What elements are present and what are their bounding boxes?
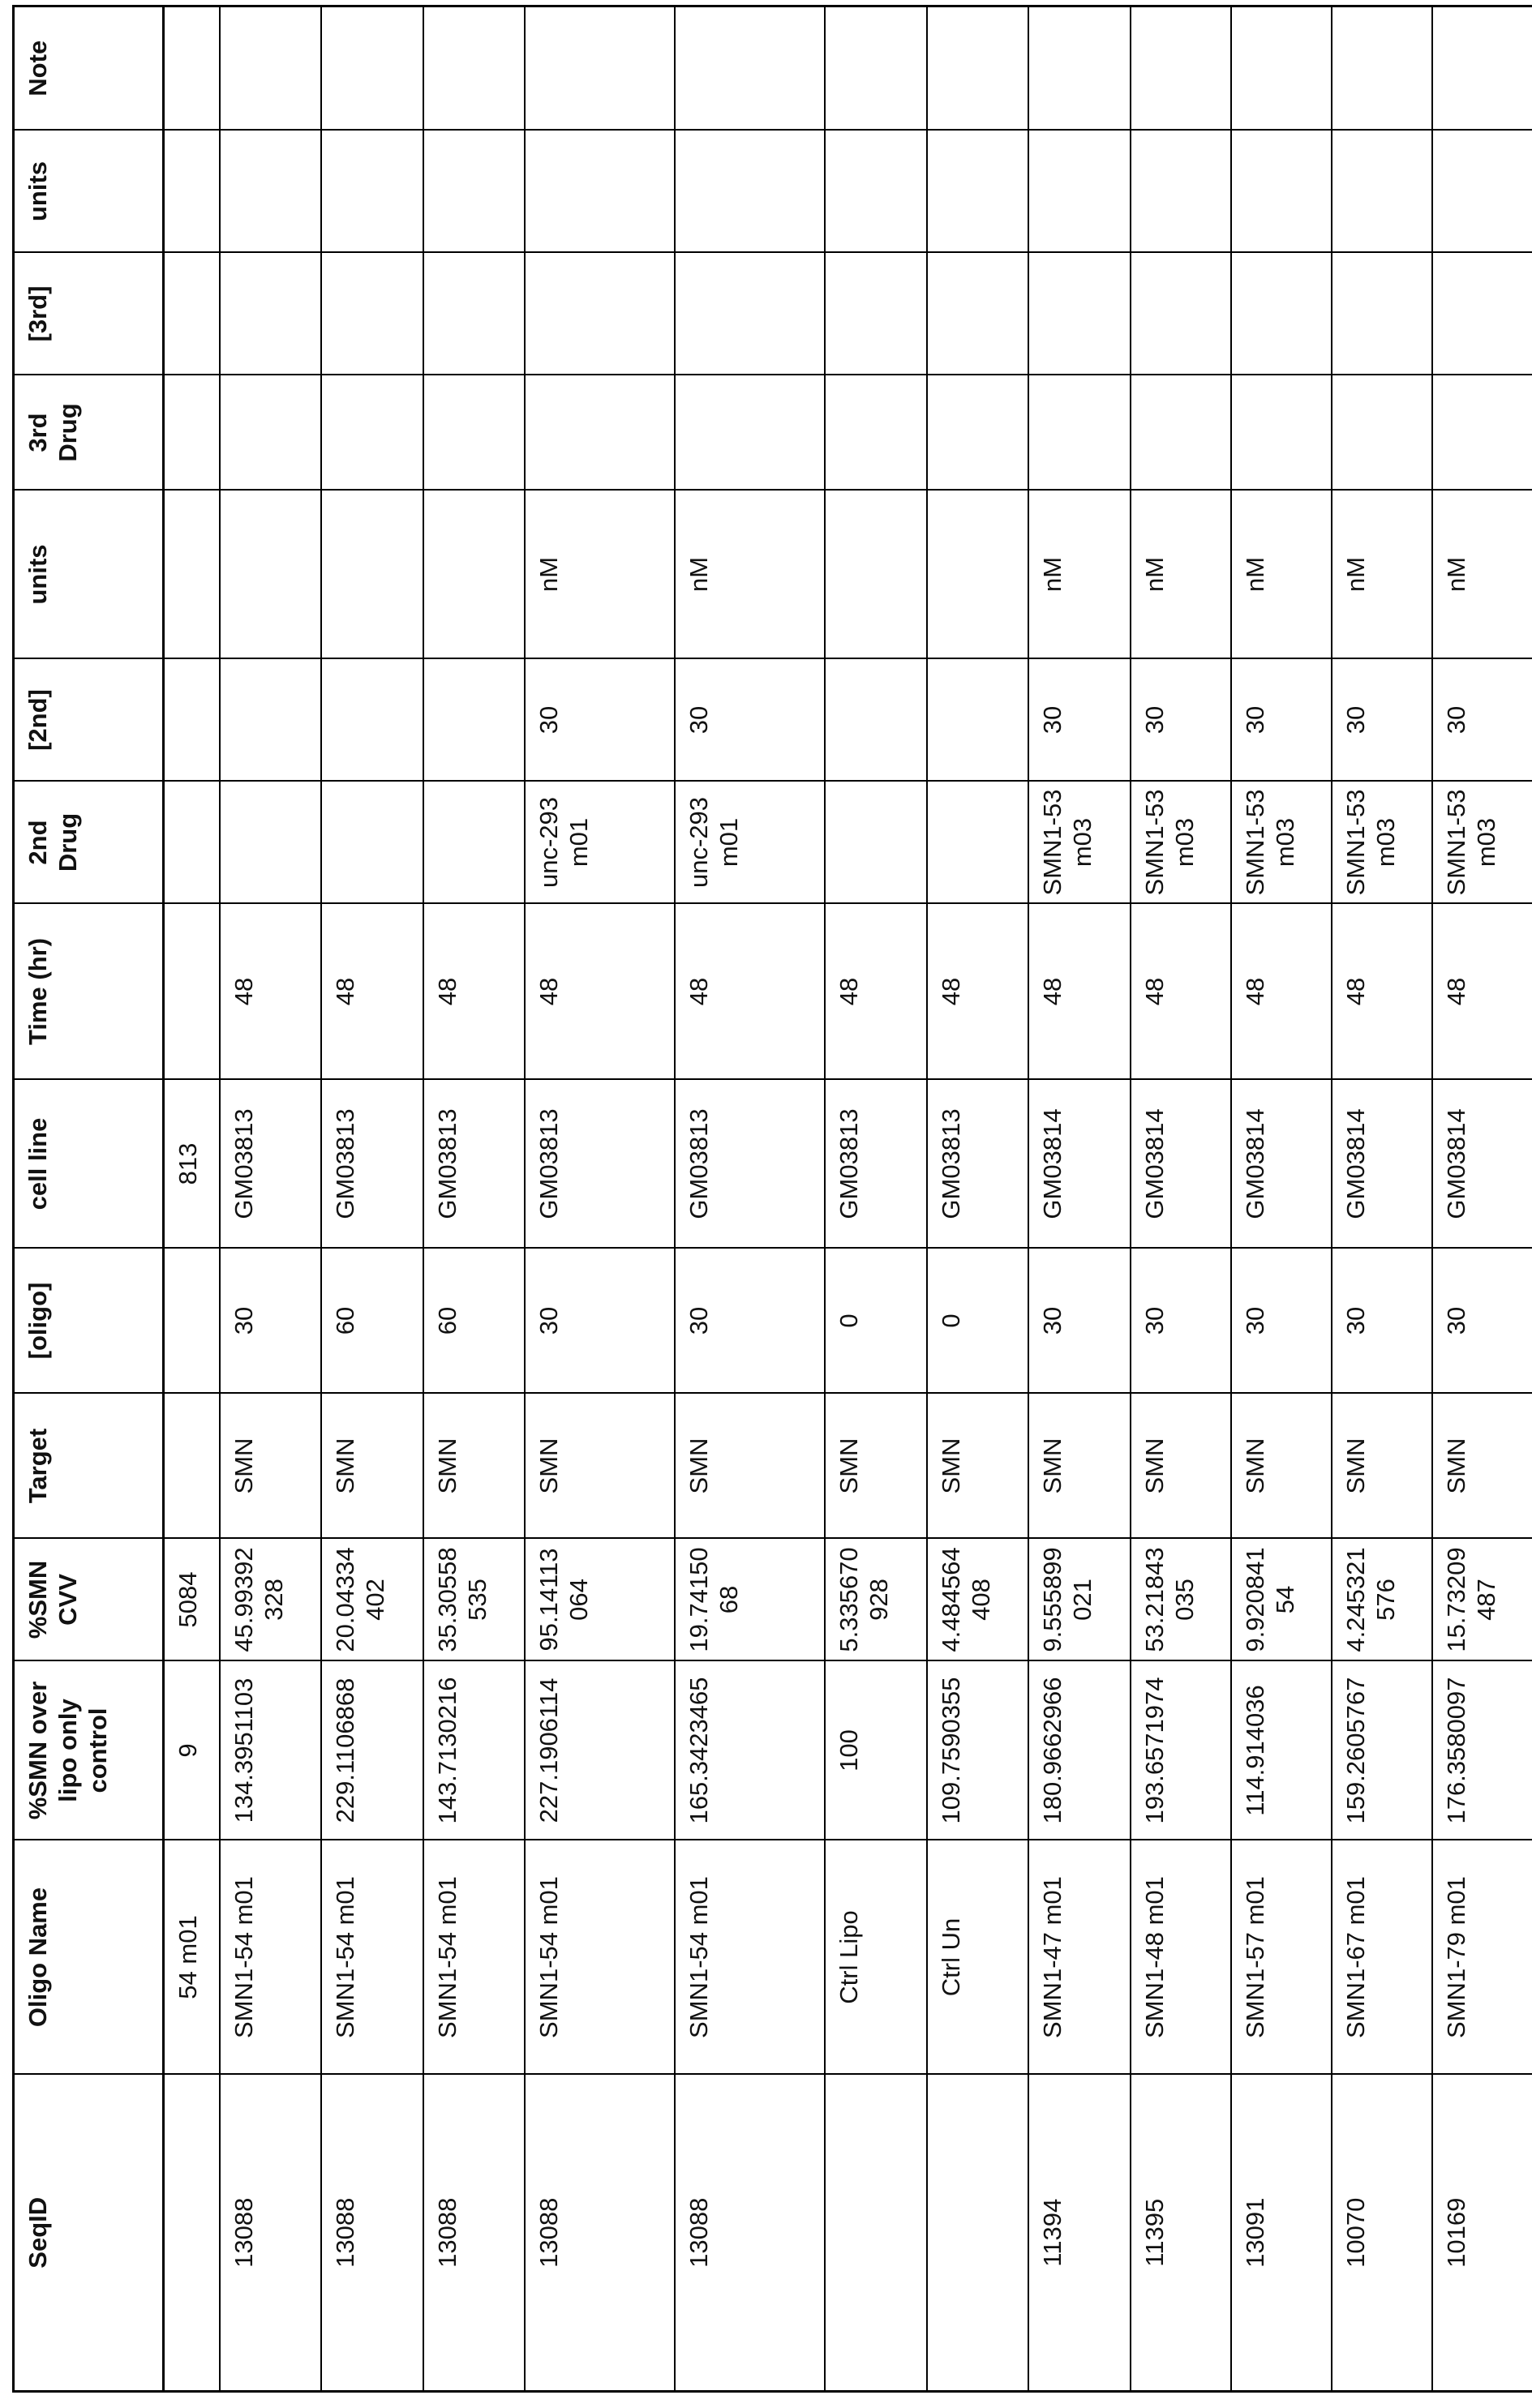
cell-seqid: 13088 — [525, 2075, 675, 2392]
cell-3rd-drug — [1131, 375, 1231, 491]
cell-2nd: 30 — [1332, 659, 1432, 782]
column-header-oligo-name: Oligo Name — [14, 1840, 164, 2075]
cell-target: SMN — [927, 1394, 1028, 1539]
cell-note — [675, 6, 825, 131]
cell-time-hr — [164, 904, 220, 1080]
cell-2nd-drug: SMN1-53 m03 — [1432, 782, 1532, 904]
cell-cell-line: GM03814 — [1028, 1080, 1131, 1249]
cell-2nd-drug: SMN1-53 m03 — [1028, 782, 1131, 904]
cell-seqid — [927, 2075, 1028, 2392]
cell-oligo: 30 — [1332, 1249, 1432, 1394]
column-header-smn-over-lipo-only-control: %SMN over lipo only control — [14, 1661, 164, 1840]
cell-oligo-name: SMN1-54 m01 — [675, 1840, 825, 2075]
cell-smn-cvv: 9.555899021 — [1028, 1539, 1131, 1661]
cell-3rd-drug — [927, 375, 1028, 491]
column-header-smn-cvv: %SMN CVV — [14, 1539, 164, 1661]
cell-cell-line: GM03813 — [927, 1080, 1028, 1249]
cell-2nd-drug: unc-293 m01 — [675, 782, 825, 904]
column-header-cell-line: cell line — [14, 1080, 164, 1249]
cell-seqid: 13088 — [675, 2075, 825, 2392]
cell-2nd: 30 — [1131, 659, 1231, 782]
cell-2nd-drug — [927, 782, 1028, 904]
cell-cell-line: GM03813 — [825, 1080, 927, 1249]
table-row — [1231, 6, 1332, 2392]
cell-note — [525, 6, 675, 131]
cell-oligo-name: SMN1-54 m01 — [220, 1840, 321, 2075]
cell-note — [423, 6, 525, 131]
cell-time-hr: 48 — [1131, 904, 1231, 1080]
cell-target: SMN — [1432, 1394, 1532, 1539]
cell-cell-line: GM03814 — [1332, 1080, 1432, 1249]
table-row — [1131, 6, 1231, 2392]
cell-2nd: 30 — [1028, 659, 1131, 782]
cell-smn-cvv: 19.7415068 — [675, 1539, 825, 1661]
cell-note — [164, 6, 220, 131]
cell-3rd — [220, 253, 321, 375]
cell-units — [825, 131, 927, 253]
cell-oligo: 60 — [321, 1249, 423, 1394]
cell-smn-cvv: 35.30558535 — [423, 1539, 525, 1661]
cell-2nd — [423, 659, 525, 782]
cell-seqid: 11395 — [1131, 2075, 1231, 2392]
cell-time-hr: 48 — [1028, 904, 1131, 1080]
cell-oligo-name: SMN1-47 m01 — [1028, 1840, 1131, 2075]
cell-note — [321, 6, 423, 131]
cell-cell-line: GM03814 — [1231, 1080, 1332, 1249]
cell-oligo: 30 — [525, 1249, 675, 1394]
cell-cell-line: GM03813 — [423, 1080, 525, 1249]
table-row — [525, 6, 675, 2392]
cell-target: SMN — [525, 1394, 675, 1539]
cell-seqid: 13088 — [321, 2075, 423, 2392]
cell-note — [825, 6, 927, 131]
cell-time-hr: 48 — [1432, 904, 1532, 1080]
cell-smn-cvv: 45.99392328 — [220, 1539, 321, 1661]
cell-oligo: 30 — [220, 1249, 321, 1394]
cell-2nd-drug — [220, 782, 321, 904]
cell-3rd — [825, 253, 927, 375]
cell-3rd — [1332, 253, 1432, 375]
cell-units — [675, 131, 825, 253]
column-header-oligo: [oligo] — [14, 1249, 164, 1394]
cell-smn-cvv: 4.484564408 — [927, 1539, 1028, 1661]
cell-seqid: 13088 — [220, 2075, 321, 2392]
cell-seqid: 11394 — [1028, 2075, 1131, 2392]
table-row — [1028, 6, 1131, 2392]
cell-units: nM — [1131, 491, 1231, 659]
cell-oligo: 30 — [1231, 1249, 1332, 1394]
cell-3rd — [164, 253, 220, 375]
cell-oligo-name: SMN1-57 m01 — [1231, 1840, 1332, 2075]
cell-smn-cvv: 9.92084154 — [1231, 1539, 1332, 1661]
cell-units: nM — [675, 491, 825, 659]
data-table — [12, 5, 1532, 2393]
cell-oligo-name: SMN1-79 m01 — [1432, 1840, 1532, 2075]
table-row — [164, 6, 220, 2392]
cell-units — [164, 131, 220, 253]
cell-3rd-drug — [1332, 375, 1432, 491]
cell-units — [321, 491, 423, 659]
cell-2nd — [927, 659, 1028, 782]
cell-units — [220, 131, 321, 253]
cell-3rd-drug — [1432, 375, 1532, 491]
column-header-units: units — [14, 491, 164, 659]
column-header-3rd: [3rd] — [14, 253, 164, 375]
column-header-2nd: [2nd] — [14, 659, 164, 782]
column-header-note: Note — [14, 6, 164, 131]
cell-units — [220, 491, 321, 659]
cell-2nd-drug: SMN1-53 m03 — [1332, 782, 1432, 904]
table-row — [321, 6, 423, 2392]
cell-seqid: 13088 — [423, 2075, 525, 2392]
cell-time-hr: 48 — [1231, 904, 1332, 1080]
cell-cell-line: GM03814 — [1131, 1080, 1231, 1249]
cell-time-hr: 48 — [321, 904, 423, 1080]
header-row — [14, 6, 164, 2392]
cell-smn-over-lipo-only-control: 134.3951103 — [220, 1661, 321, 1840]
cell-units — [525, 131, 675, 253]
cell-note — [220, 6, 321, 131]
cell-oligo-name: SMN1-54 m01 — [321, 1840, 423, 2075]
cell-seqid: 10070 — [1332, 2075, 1432, 2392]
cell-3rd — [321, 253, 423, 375]
cell-3rd — [927, 253, 1028, 375]
cell-target: SMN — [423, 1394, 525, 1539]
cell-time-hr: 48 — [525, 904, 675, 1080]
cell-smn-over-lipo-only-control: 159.2605767 — [1332, 1661, 1432, 1840]
cell-3rd-drug — [164, 375, 220, 491]
cell-smn-over-lipo-only-control: 193.6571974 — [1131, 1661, 1231, 1840]
cell-2nd — [321, 659, 423, 782]
table-row — [1432, 6, 1532, 2392]
cell-3rd — [675, 253, 825, 375]
cell-oligo: 0 — [927, 1249, 1028, 1394]
column-header-time-hr: Time (hr) — [14, 904, 164, 1080]
cell-oligo: 30 — [1131, 1249, 1231, 1394]
cell-units — [1332, 131, 1432, 253]
cell-units — [927, 131, 1028, 253]
cell-target: SMN — [220, 1394, 321, 1539]
cell-3rd-drug — [321, 375, 423, 491]
column-header-3rd-drug: 3rd Drug — [14, 375, 164, 491]
cell-units — [1231, 131, 1332, 253]
cell-2nd-drug — [164, 782, 220, 904]
cell-2nd-drug: SMN1-53 m03 — [1131, 782, 1231, 904]
column-header-target: Target — [14, 1394, 164, 1539]
cell-units — [1028, 131, 1131, 253]
cell-units — [1432, 131, 1532, 253]
cell-3rd — [525, 253, 675, 375]
cell-target: SMN — [675, 1394, 825, 1539]
cell-2nd-drug — [825, 782, 927, 904]
cell-units — [1131, 131, 1231, 253]
cell-note — [1332, 6, 1432, 131]
cell-2nd: 30 — [675, 659, 825, 782]
rotated-table-container — [12, 7, 1521, 2393]
cell-smn-over-lipo-only-control: 114.914036 — [1231, 1661, 1332, 1840]
table-row — [220, 6, 321, 2392]
cell-oligo: 0 — [825, 1249, 927, 1394]
cell-smn-cvv: 5084 — [164, 1539, 220, 1661]
cell-2nd — [220, 659, 321, 782]
cell-time-hr: 48 — [423, 904, 525, 1080]
cell-2nd-drug — [423, 782, 525, 904]
cell-seqid: 10169 — [1432, 2075, 1532, 2392]
cell-time-hr: 48 — [220, 904, 321, 1080]
cell-oligo-name: SMN1-54 m01 — [423, 1840, 525, 2075]
cell-3rd — [423, 253, 525, 375]
cell-units: nM — [1028, 491, 1131, 659]
cell-cell-line: GM03813 — [220, 1080, 321, 1249]
cell-target: SMN — [321, 1394, 423, 1539]
cell-2nd-drug — [321, 782, 423, 904]
cell-smn-cvv: 95.14113064 — [525, 1539, 675, 1661]
cell-3rd-drug — [1028, 375, 1131, 491]
cell-3rd-drug — [1231, 375, 1332, 491]
cell-note — [927, 6, 1028, 131]
cell-2nd — [825, 659, 927, 782]
cell-oligo-name: SMN1-67 m01 — [1332, 1840, 1432, 2075]
cell-units: nM — [1432, 491, 1532, 659]
cell-2nd — [164, 659, 220, 782]
cell-note — [1432, 6, 1532, 131]
cell-target: SMN — [1028, 1394, 1131, 1539]
cell-smn-over-lipo-only-control: 109.7590355 — [927, 1661, 1028, 1840]
cell-2nd: 30 — [1231, 659, 1332, 782]
cell-2nd-drug: unc-293 m01 — [525, 782, 675, 904]
table-row — [1332, 6, 1432, 2392]
cell-smn-over-lipo-only-control: 100 — [825, 1661, 927, 1840]
cell-oligo — [164, 1249, 220, 1394]
cell-cell-line: 813 — [164, 1080, 220, 1249]
cell-smn-cvv: 20.04334402 — [321, 1539, 423, 1661]
cell-smn-cvv: 4.245321576 — [1332, 1539, 1432, 1661]
cell-time-hr: 48 — [675, 904, 825, 1080]
cell-units: nM — [1231, 491, 1332, 659]
cell-time-hr: 48 — [1332, 904, 1432, 1080]
cell-smn-over-lipo-only-control: 9 — [164, 1661, 220, 1840]
cell-target: SMN — [1332, 1394, 1432, 1539]
cell-cell-line: GM03814 — [1432, 1080, 1532, 1249]
cell-smn-over-lipo-only-control: 227.1906114 — [525, 1661, 675, 1840]
cell-smn-cvv: 15.73209487 — [1432, 1539, 1532, 1661]
cell-units — [423, 131, 525, 253]
column-header-2nd-drug: 2nd Drug — [14, 782, 164, 904]
cell-oligo: 30 — [675, 1249, 825, 1394]
cell-smn-over-lipo-only-control: 143.7130216 — [423, 1661, 525, 1840]
cell-note — [1028, 6, 1131, 131]
cell-smn-over-lipo-only-control: 180.9662966 — [1028, 1661, 1131, 1840]
cell-target: SMN — [1231, 1394, 1332, 1539]
cell-2nd-drug: SMN1-53 m03 — [1231, 782, 1332, 904]
cell-target: SMN — [1131, 1394, 1231, 1539]
cell-time-hr: 48 — [927, 904, 1028, 1080]
table-row — [675, 6, 825, 2392]
cell-seqid — [825, 2075, 927, 2392]
cell-units — [164, 491, 220, 659]
cell-smn-over-lipo-only-control: 229.1106868 — [321, 1661, 423, 1840]
cell-time-hr: 48 — [825, 904, 927, 1080]
cell-3rd-drug — [675, 375, 825, 491]
cell-oligo: 30 — [1432, 1249, 1532, 1394]
cell-oligo-name: Ctrl Un — [927, 1840, 1028, 2075]
cell-oligo: 30 — [1028, 1249, 1131, 1394]
cell-oligo-name: 54 m01 — [164, 1840, 220, 2075]
cell-note — [1131, 6, 1231, 131]
cell-units — [825, 491, 927, 659]
cell-smn-cvv: 53.21843035 — [1131, 1539, 1231, 1661]
table-row — [927, 6, 1028, 2392]
column-header-seqid: SeqID — [14, 2075, 164, 2392]
cell-3rd-drug — [423, 375, 525, 491]
cell-note — [1231, 6, 1332, 131]
table-row — [423, 6, 525, 2392]
cell-3rd — [1131, 253, 1231, 375]
cell-units: nM — [525, 491, 675, 659]
cell-target — [164, 1394, 220, 1539]
cell-seqid — [164, 2075, 220, 2392]
column-header-units: units — [14, 131, 164, 253]
cell-units — [321, 131, 423, 253]
cell-3rd — [1231, 253, 1332, 375]
cell-target: SMN — [825, 1394, 927, 1539]
cell-3rd-drug — [825, 375, 927, 491]
cell-3rd — [1432, 253, 1532, 375]
cell-3rd-drug — [220, 375, 321, 491]
cell-cell-line: GM03813 — [321, 1080, 423, 1249]
cell-cell-line: GM03813 — [675, 1080, 825, 1249]
cell-3rd — [1028, 253, 1131, 375]
cell-cell-line: GM03813 — [525, 1080, 675, 1249]
cell-smn-cvv: 5.335670928 — [825, 1539, 927, 1661]
table-row — [825, 6, 927, 2392]
cell-3rd-drug — [525, 375, 675, 491]
cell-2nd: 30 — [525, 659, 675, 782]
cell-units — [927, 491, 1028, 659]
cell-units — [423, 491, 525, 659]
cell-smn-over-lipo-only-control: 176.3580097 — [1432, 1661, 1532, 1840]
cell-2nd: 30 — [1432, 659, 1532, 782]
cell-seqid: 13091 — [1231, 2075, 1332, 2392]
cell-oligo: 60 — [423, 1249, 525, 1394]
cell-oligo-name: Ctrl Lipo — [825, 1840, 927, 2075]
cell-units: nM — [1332, 491, 1432, 659]
cell-smn-over-lipo-only-control: 165.3423465 — [675, 1661, 825, 1840]
cell-oligo-name: SMN1-54 m01 — [525, 1840, 675, 2075]
cell-oligo-name: SMN1-48 m01 — [1131, 1840, 1231, 2075]
